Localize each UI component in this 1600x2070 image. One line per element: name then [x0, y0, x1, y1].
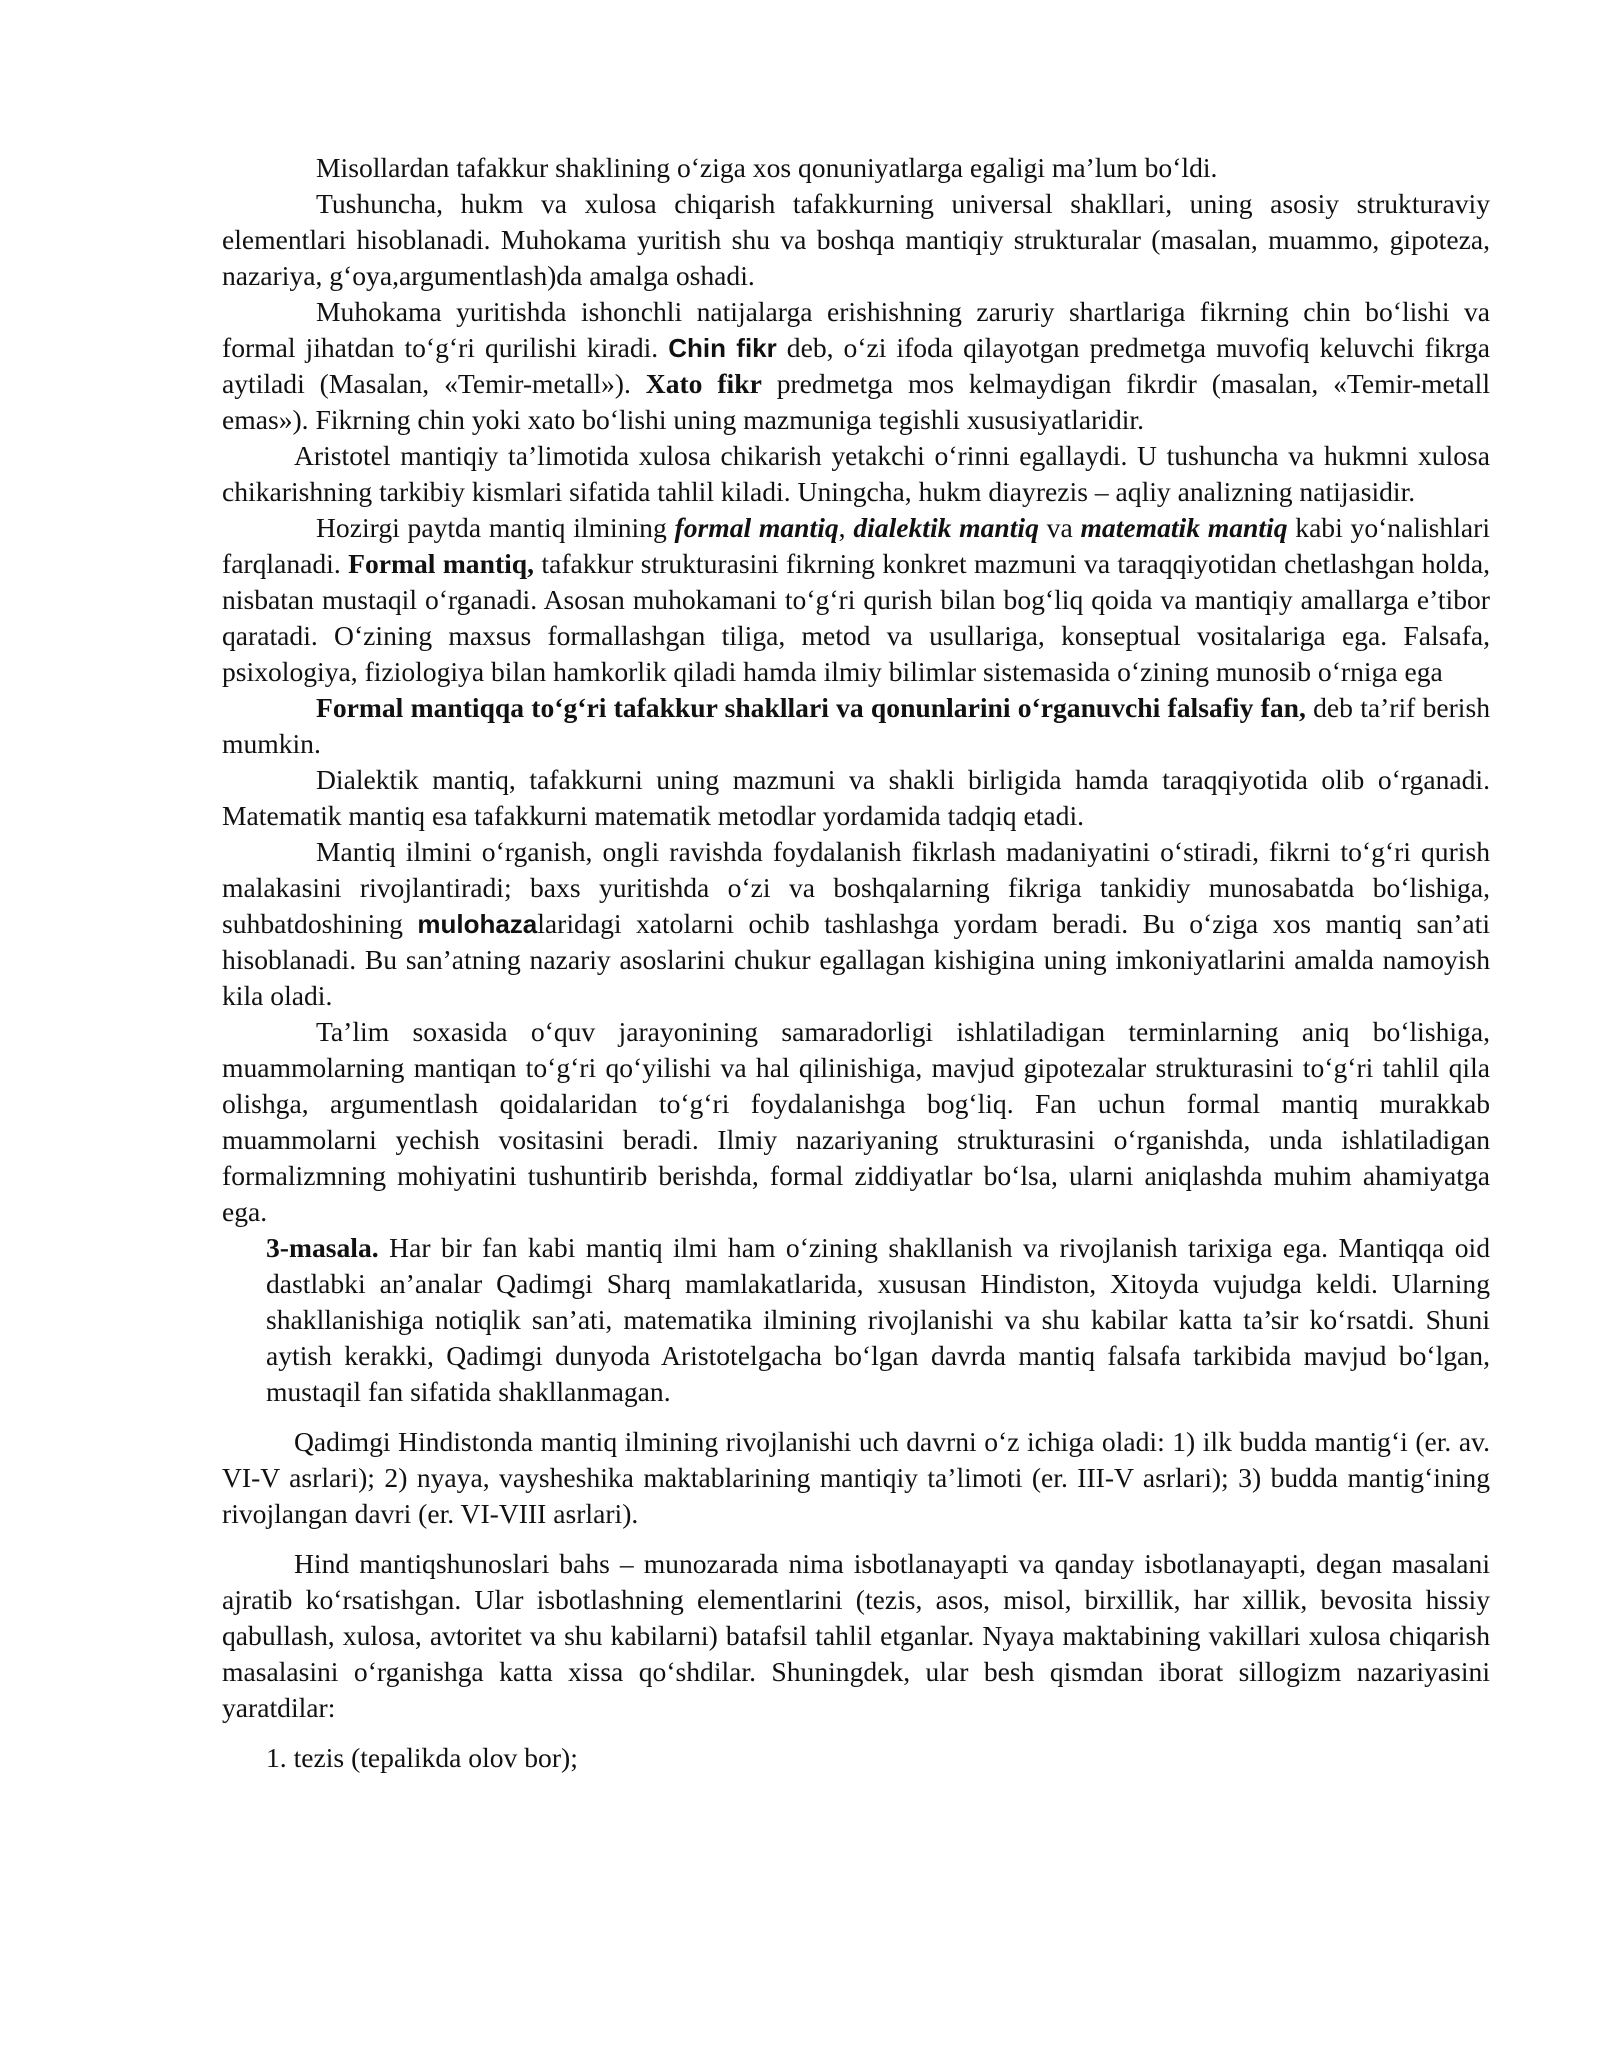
list-number: 1. [266, 1742, 287, 1773]
text: predmetga mos kelmaydigan fikrdir (masalan, «Temir-metall emas»). Fikrning chin yoki xato bo‘lishi uning mazmuniga tegishli xususiyatlaridir. [222, 368, 1490, 435]
text: tafakkur strukturasini fikrning konkret mazmuni va taraqqiyotidan chetlashgan holda, nisbatan mustaqil o‘rganadi. Asosan muhokamani to‘g‘ri qurish bilan bog‘liq qoida va mantiqiy amallarga e’tibor qaratadi. O‘zining maxsus formallashgan tiliga, metod va usullariga, konseptual vositalariga ega. Falsafa, psixologiya, fiziologiya bilan hamkorlik qiladi hamda ilmiy bilimlar sistemasida o‘zining munosib o‘rniga ega [222, 548, 1490, 687]
text: va [1038, 512, 1081, 543]
term-matematik-mantiq: matematik mantiq [1080, 512, 1288, 543]
term-chin-fikr: Chin fikr [668, 333, 777, 363]
definition-formal-mantiq: Formal mantiqqa to‘g‘ri tafakkur shakllari va qonunlarini o‘rganuvchi falsafiy fan, [316, 692, 1306, 723]
paragraph-8 [222, 834, 1490, 1014]
paragraph-3 [222, 294, 1490, 438]
list-text: tezis (tepalikda olov bor); [286, 1742, 578, 1773]
paragraph-1: Misollardan tafakkur shaklining o‘ziga xos qonuniyatlarga egaligi ma’lum bo‘ldi. [316, 152, 1218, 183]
paragraph-11: Qadimgi Hindistonda mantiq ilmining rivojlanishi uch davrni o‘z ichiga oladi: 1) ilk budda mantig‘i (er. av. VI-V asrlari); 2) nyaya, vaysheshika maktablarining mantiqiy ta’limoti (er. III-V asrlari); 3) budda mantig‘ining rivojlangan davri (er. VI-VIII asrlari). [222, 1426, 1490, 1529]
term-xato-fikr: Xato fikr [645, 368, 762, 399]
text: kabi yo‘nalishlari farqlanadi. [222, 512, 1490, 579]
paragraph-7: Dialektik mantiq, tafakkurni uning mazmuni va shakli birligida hamda taraqqiyotida olib o‘rganadi. Matematik mantiq esa tafakkurni matematik metodlar yordamida tadqiq etadi. [222, 764, 1490, 831]
text: deb ta’rif berish mumkin. [222, 692, 1491, 759]
paragraph-9: Ta’lim soxasida o‘quv jarayonining samaradorligi ishlatiladigan terminlarning aniq bo‘lishiga, muammolarning mantiqan to‘g‘ri qo‘yilishi va hal qilinishiga, mavjud gipotezalar strukturasini to‘g‘ri tahlil qila olishga, argumentlash qoidalaridan to‘g‘ri foydalanishga bog‘liq. Fan uchun formal mantiq murakkab muammolarni yechish vositasini beradi. Ilmiy nazariyaning strukturasini o‘rganishda, unda ishlatiladigan formalizmning mohiyatini tushuntirib berishda, formal ziddiyatlar bo‘lsa, ularni aniqlashda muhim ahamiyatga ega. [222, 1016, 1490, 1227]
document-page [222, 150, 1490, 1776]
section-label: 3-masala. [266, 1232, 379, 1263]
term-formal-mantiq: formal mantiq [674, 512, 839, 543]
text: Muhokama yuritishda ishonchli natijalarga erishishning zaruriy shartlariga fikrning chin bo‘lishi va formal jihatdan to‘g‘ri qurilishi kiradi. [222, 296, 1490, 363]
text: laridagi xatolarni ochib tashlashga yordam beradi. Bu o‘ziga xos mantiq san’ati hisoblanadi. Bu san’atning nazariy asoslarini chukur egallagan kishigina uning imkoniyatlarini amalda namoyish kila oladi. [222, 908, 1491, 1011]
term-dialektik-mantiq: dialektik mantiq [853, 512, 1039, 543]
paragraph-5 [222, 510, 1490, 690]
text: deb, o‘zi ifoda qilayotgan predmetga muvofiq keluvchi fikrga aytiladi (Masalan, «Temir-metall»). [222, 332, 1490, 399]
term-formal-mantiq-bold: Formal mantiq, [348, 548, 535, 579]
text: , [838, 512, 854, 543]
paragraph-6 [222, 690, 1490, 762]
text: Mantiq ilmini o‘rganish, ongli ravishda foydalanish fikrlash madaniyatini o‘stiradi, fikrni to‘g‘ri qurish malakasini rivojlantiradi; baxs yuritishda o‘zi va boshqalarning fikriga tankidiy munosabatda bo‘lishiga, suhbatdoshining [222, 836, 1490, 939]
text: Har bir fan kabi mantiq ilmi ham o‘zining shakllanish va rivojlanish tarixiga ega. Mantiqqa oid dastlabki an’analar Qadimgi Sharq mamlakatlarida, xususan Hindiston, Xitoyda vujudga keldi. Ularning shakllanishiga notiqlik san’ati, matematika ilmining rivojlanishi va shu kabilar katta ta’sir ko‘rsatdi. Shuni aytish kerakki, Qadimgi dunyoda Aristotelgacha bo‘lgan davrda mantiq falsafa tarkibida mavjud bo‘lgan, mustaqil fan sifatida shakllanmagan. [266, 1232, 1490, 1407]
text: Hozirgi paytda mantiq ilmining [316, 512, 675, 543]
paragraph-10 [266, 1230, 1490, 1410]
term-mulohaza: mulohaza [417, 909, 538, 939]
paragraph-4: Aristotel mantiqiy ta’limotida xulosa chikarish yetakchi o‘rinni egallaydi. U tushuncha va hukmni xulosa chikarishning tarkibiy kismlari sifatida tahlil kiladi. Uningcha, hukm diayrezis – aqliy analizning natijasidir. [222, 440, 1490, 507]
paragraph-2: Tushuncha, hukm va xulosa chiqarish tafakkurning universal shakllari, uning asosiy strukturaviy elementlari hisoblanadi. Muhokama yuritish shu va boshqa mantiqiy strukturalar (masalan, muammo, gipoteza, nazariya, g‘oya,argumentlash)da amalga oshadi. [222, 188, 1490, 291]
paragraph-12: Hind mantiqshunoslari bahs – munozarada nima isbotlanayapti va qanday isbotlanayapti, degan masalani ajratib ko‘rsatishgan. Ular isbotlashning elementlarini (tezis, asos, misol, birxillik, har xillik, bevosita hissiy qabullash, xulosa, avtoritet va shu kabilarni) batafsil tahlil etganlar. Nyaya maktabining vakillari xulosa chiqarish masalasini o‘rganishga katta xissa qo‘shdilar. Shuningdek, ular besh qismdan iborat sillogizm nazariyasini yaratdilar: [222, 1548, 1490, 1723]
list-item [266, 1740, 1490, 1776]
